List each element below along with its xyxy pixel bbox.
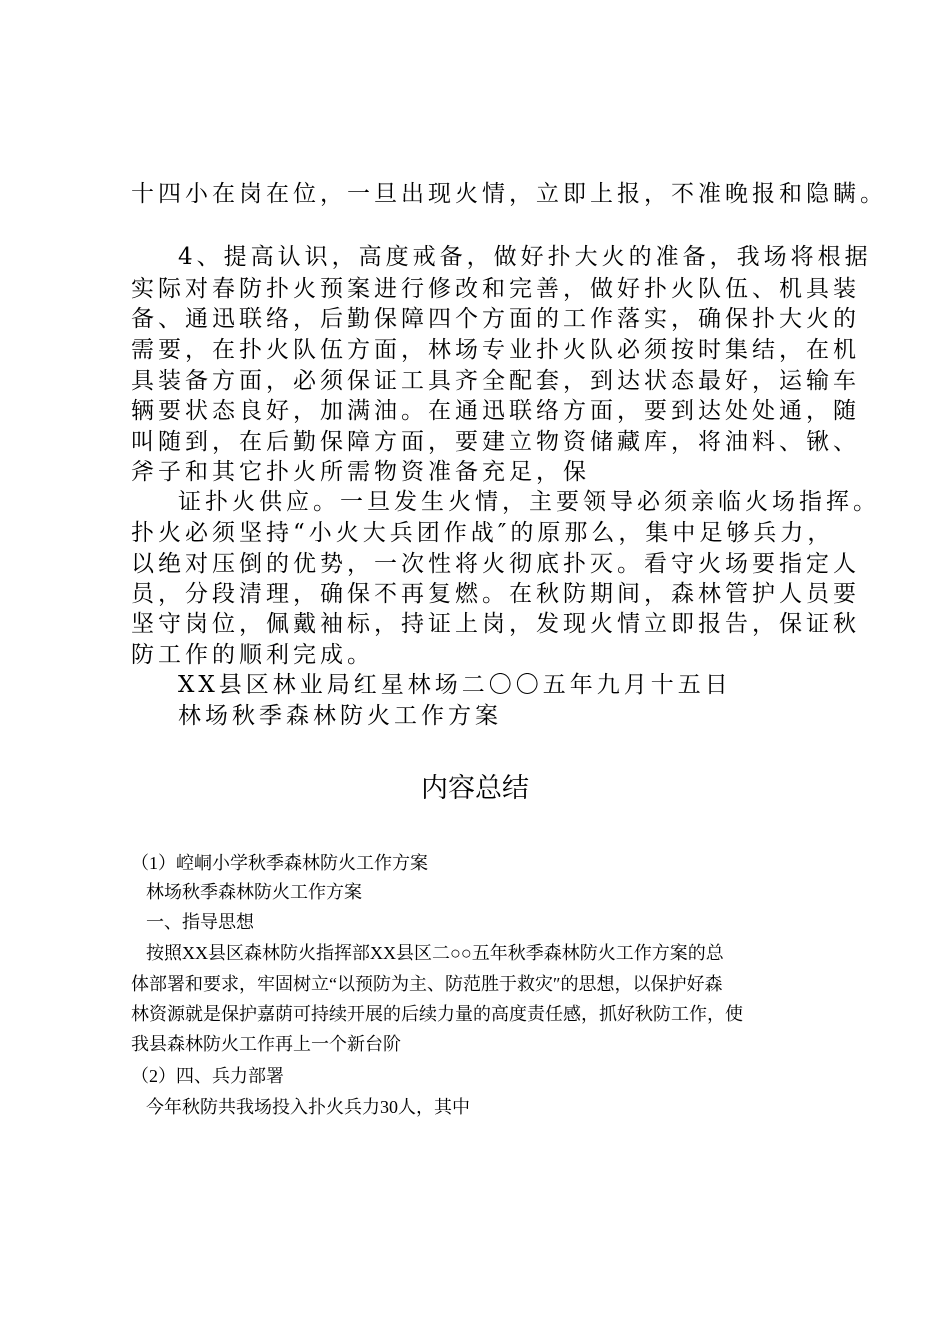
body-line: 证扑火供应。一旦发生火情，主要领导必须亲临火场指挥。	[178, 489, 880, 515]
summary-line: 按照XX县区森林防火指挥部XX县区二○○五年秋季森林防火工作方案的总	[146, 943, 724, 963]
summary-line: （2）四、兵力部署	[131, 1066, 284, 1086]
body-line: 十四小在岗在位，一旦出现火情，立即上报，不准晚报和隐瞒。	[131, 181, 887, 207]
body-line: 员，分段清理，确保不再复燃。在秋防期间，森林管护人员要	[131, 581, 860, 607]
summary-line: 我县森林防火工作再上一个新台阶	[131, 1034, 401, 1054]
body-line: 防工作的顺利完成。	[131, 642, 374, 668]
body-line: 需要，在扑火队伍方面，林场专业扑火队必须按时集结，在机	[131, 337, 860, 363]
document-title-line: 林场秋季森林防火工作方案	[178, 703, 502, 729]
signature-line: XX县区林业局红星林场二〇〇五年九月十五日	[178, 672, 732, 698]
summary-line: 林场秋季森林防火工作方案	[146, 882, 362, 902]
summary-line: （1）崆峒小学秋季森林防火工作方案	[131, 853, 428, 873]
summary-heading: 内容总结	[421, 773, 529, 804]
body-line: 叫随到，在后勤保障方面，要建立物资储藏库，将油料、锹、	[131, 429, 860, 455]
body-line: 实际对春防扑火预案进行修改和完善，做好扑火队伍、机具装	[131, 276, 860, 302]
body-line: 扑火必须坚持“小火大兵团作战″的原那么，集中足够兵力，	[131, 520, 835, 546]
body-line: 具装备方面，必须保证工具齐全配套，到达状态最好，运输车	[131, 368, 860, 394]
body-line: 以绝对压倒的优势，一次性将火彻底扑灭。看守火场要指定人	[131, 551, 860, 577]
body-line: 斧子和其它扑火所需物资准备充足，保	[131, 459, 590, 485]
summary-line: 林资源就是保护嘉荫可持续开展的后续力量的高度责任感，抓好秋防工作，使	[131, 1004, 743, 1024]
body-line: 坚守岗位，佩戴袖标，持证上岗，发现火情立即报告，保证秋	[131, 611, 860, 637]
body-line: 4、提高认识，高度戒备，做好扑大火的准备，我场将根据	[178, 244, 872, 270]
summary-line: 今年秋防共我场投入扑火兵力30人，其中	[146, 1097, 470, 1117]
summary-line: 一、指导思想	[146, 912, 254, 932]
summary-line: 体部署和要求，牢固树立“以预防为主、防范胜于救灾″的思想，以保护好森	[131, 974, 723, 994]
body-line: 辆要状态良好，加满油。在通迅联络方面，要到达处处通，随	[131, 398, 860, 424]
body-line: 备、通迅联络，后勤保障四个方面的工作落实，确保扑大火的	[131, 306, 860, 332]
